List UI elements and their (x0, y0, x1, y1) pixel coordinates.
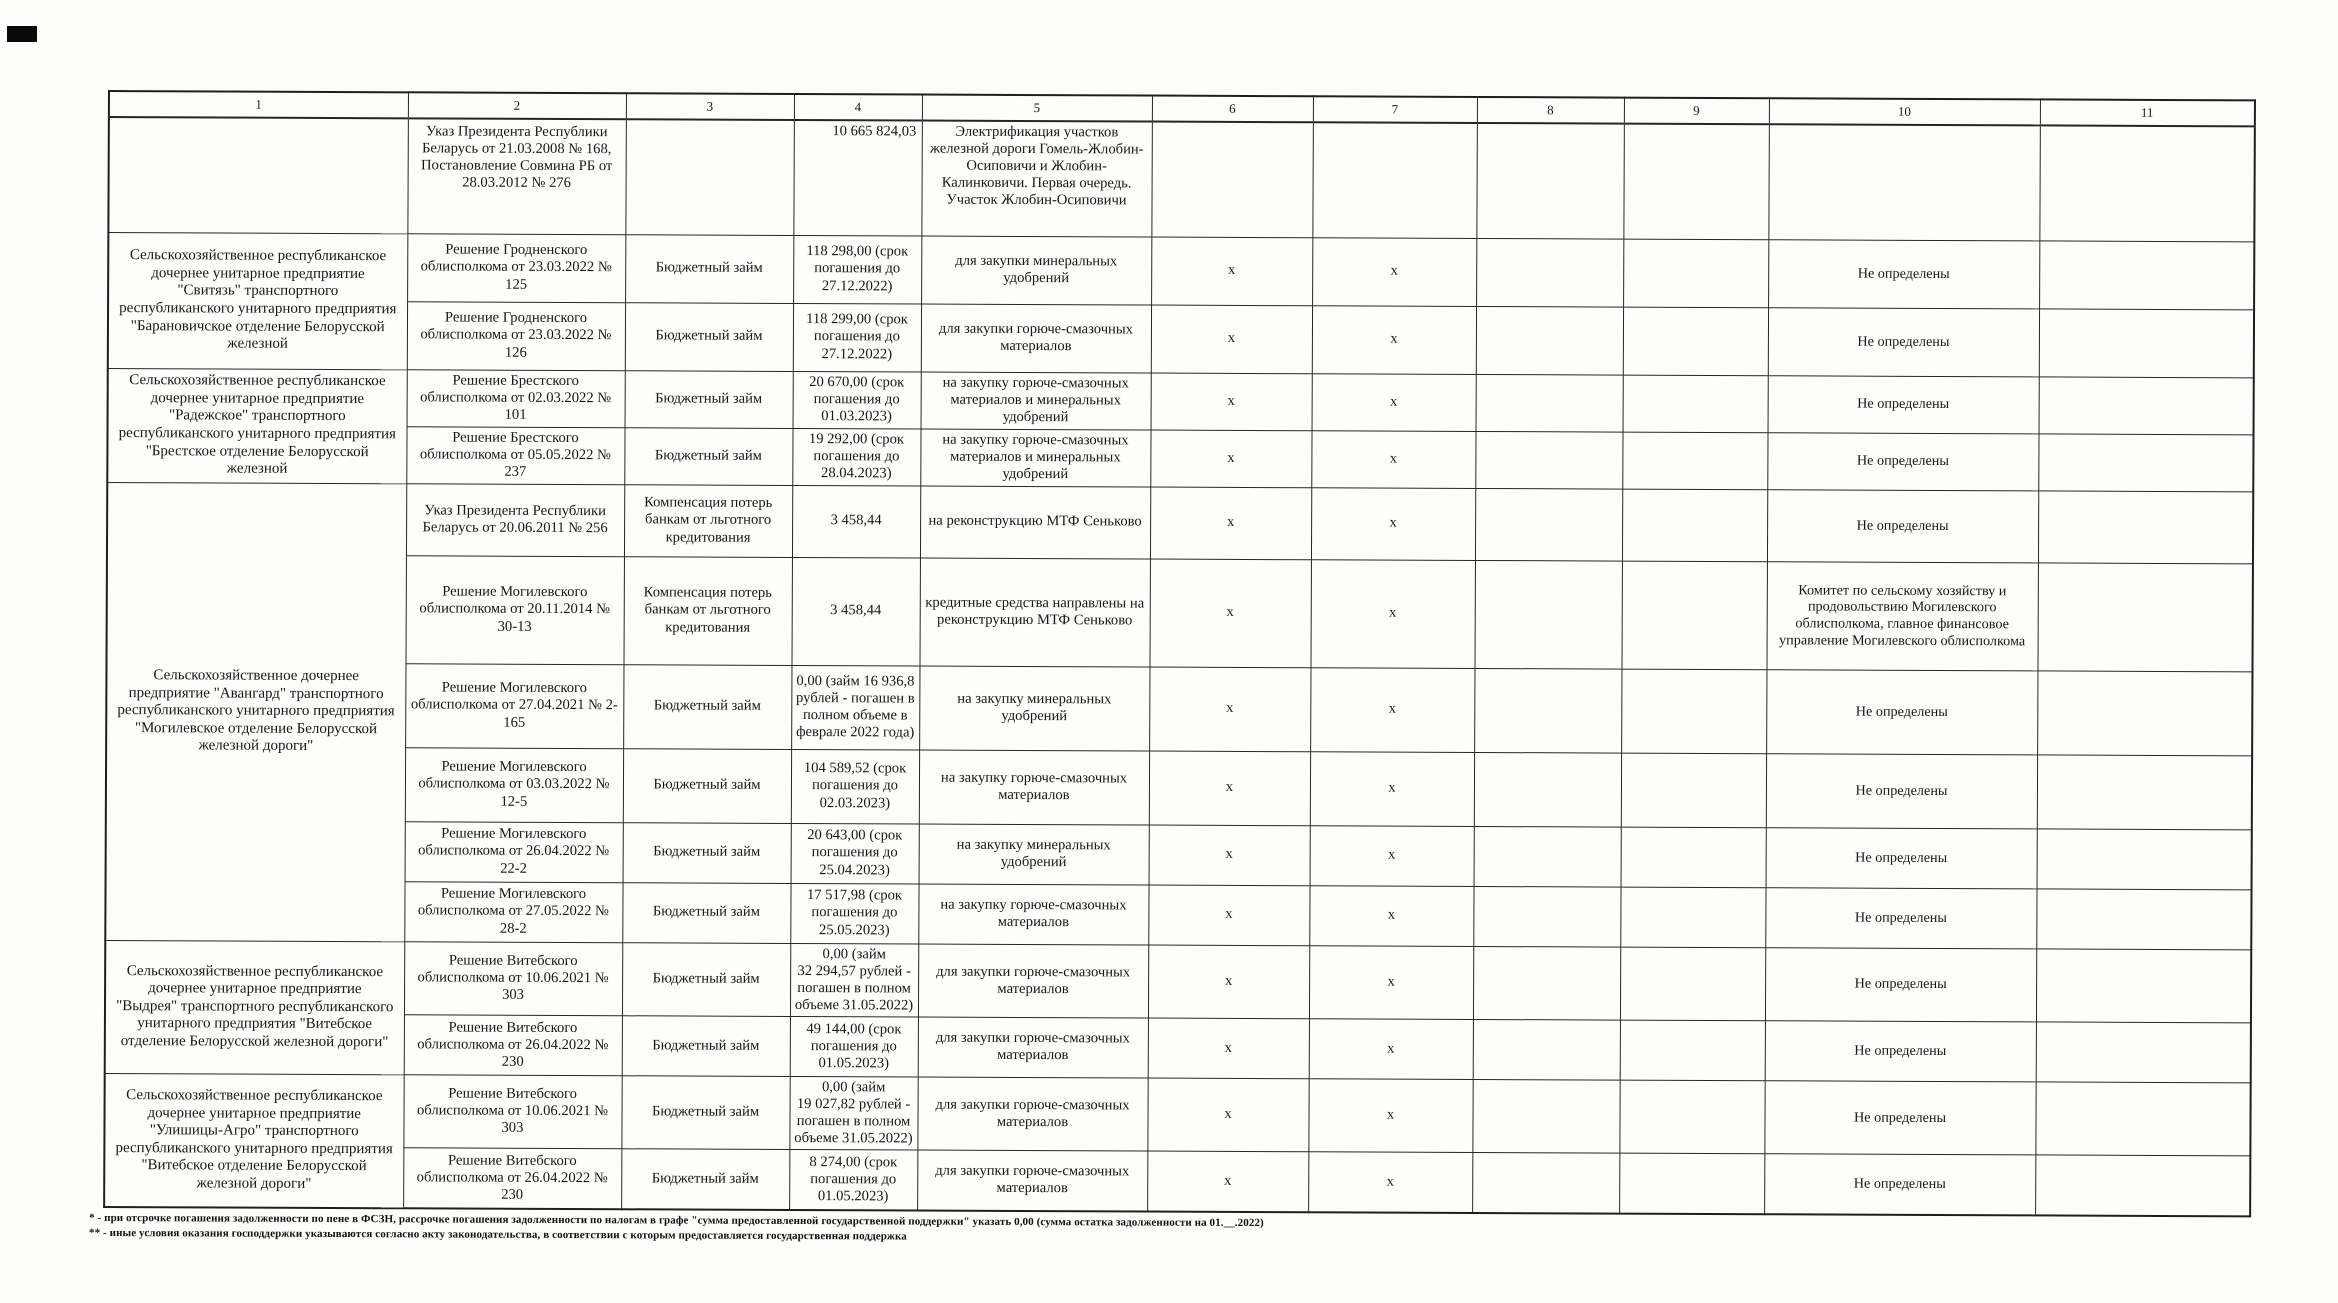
cell-c10: Не определены (1768, 307, 2039, 376)
cell-c10: Не определены (1766, 753, 2037, 828)
column-number: 2 (408, 92, 626, 119)
table-row (107, 554, 2253, 671)
cell-c10: Не определены (1765, 1020, 2036, 1081)
cell-c11 (2039, 240, 2254, 309)
cell-c10: Не определены (1765, 947, 2036, 1021)
state-support-table (103, 90, 2256, 1217)
cell-c10: Не определены (1766, 669, 2037, 754)
column-number: 1 (109, 91, 408, 118)
cell-purpose: на закупку минеральных удобрений (919, 666, 1149, 751)
cell-basis: Решение Могилевского облисполкома от 03.03.2022 № 12-5 (405, 747, 623, 822)
table-row (104, 1073, 2250, 1156)
cell-form: Бюджетный займ (623, 748, 791, 823)
cell-amount: 0,00 (займ 32 294,57 рублей - погашен в полном объеме 31.05.2022) (790, 943, 918, 1017)
cell-c11 (2038, 490, 2253, 563)
cell-c9 (1621, 561, 1766, 670)
cell-c7 (1312, 122, 1477, 238)
cell-c7: х (1311, 487, 1475, 560)
cell-c6: х (1151, 305, 1312, 374)
cell-c9 (1621, 753, 1766, 828)
cell-c6: х (1149, 751, 1310, 826)
cell-amount: 3 458,44 (791, 557, 919, 666)
cell-c6: х (1149, 559, 1310, 668)
cell-c10: Не определены (1767, 432, 2038, 490)
table-row (107, 482, 2253, 563)
cell-c9 (1623, 307, 1768, 376)
cell-c11 (2035, 1082, 2250, 1156)
column-number: 10 (1769, 98, 2040, 125)
table-body (104, 117, 2255, 1216)
cell-c11 (2036, 1022, 2251, 1083)
table-row (105, 1013, 2251, 1082)
cell-form: Компенсация потерь банкам от льготного кредитования (624, 484, 792, 557)
cell-c8 (1472, 1079, 1619, 1153)
cell-basis: Решение Витебского облисполкома от 10.06.2021 № 303 (404, 941, 622, 1015)
cell-c10: Не определены (1767, 489, 2038, 562)
cell-basis: Решение Гродненского облисполкома от 23.03.2022 № 125 (407, 233, 625, 302)
cell-form: Бюджетный займ (623, 822, 791, 883)
cell-c7: х (1308, 1078, 1472, 1152)
cell-c7: х (1310, 825, 1474, 886)
cell-purpose: для закупки горюче-смазочных материалов (917, 1077, 1147, 1151)
cell-c7: х (1311, 430, 1475, 488)
table-row (107, 425, 2253, 491)
cell-c8 (1476, 123, 1624, 239)
scan-content (88, 90, 2254, 1252)
cell-c8 (1475, 488, 1622, 561)
cell-amount: 17 517,98 (срок погашения до 25.05.2023) (790, 883, 918, 944)
cell-c10: Не определены (1768, 375, 2039, 433)
cell-form: Бюджетный займ (623, 664, 791, 749)
cell-c9 (1622, 489, 1767, 562)
cell-c6: х (1148, 885, 1309, 946)
cell-c10: Не определены (1766, 827, 2037, 888)
cell-basis: Указ Президента Республики Беларусь от 20.06.2011 № 256 (406, 483, 624, 556)
cell-purpose: Электрификация участков железной дороги Гомель-Жлобин-Осиповичи и Жлобин-Калинковичи. Первая очередь. Участок Жлобин-Осиповичи (921, 121, 1151, 237)
cell-c8 (1473, 886, 1620, 947)
table-row (106, 820, 2252, 889)
cell-purpose: на закупку горюче-смазочных материалов (919, 750, 1149, 825)
cell-purpose: для закупки горюче-смазочных материалов (918, 944, 1148, 1018)
cell-purpose: для закупки минеральных удобрений (921, 236, 1151, 305)
cell-amount: 104 589,52 (срок погашения до 02.03.2023) (791, 749, 919, 824)
cell-c11 (2035, 1155, 2250, 1216)
cell-basis: Решение Брестского облисполкома от 05.05.2022 № 237 (406, 426, 624, 484)
cell-amount: 49 144,00 (срок погашения до 01.05.2023) (790, 1016, 918, 1077)
cell-c6: х (1151, 237, 1312, 306)
cell-c6: х (1148, 945, 1309, 1019)
cell-form: Компенсация потерь банкам от льготного кредитования (623, 556, 791, 665)
cell-purpose: кредитные средства направлены на реконструкцию МТФ Сеньково (919, 558, 1149, 667)
cell-c6: х (1149, 825, 1310, 886)
enterprise-cell: Сельскохозяйственное республиканское дочернее унитарное предприятие "Радежское" транспортного республиканского унитарного предприятия "Брестское отделение Белорусской железной (107, 368, 406, 483)
cell-c10: Не определены (1764, 1080, 2035, 1154)
cell-form: Бюджетный займ (625, 234, 793, 303)
cell-form: Бюджетный займ (625, 370, 793, 428)
cell-c11 (2039, 125, 2254, 241)
column-number: 4 (794, 94, 922, 121)
cell-c9 (1619, 1080, 1764, 1154)
cell-amount: 10 665 824,03 (793, 120, 922, 236)
cell-c8 (1476, 306, 1623, 375)
cell-purpose: на реконструкцию МТФ Сеньково (920, 486, 1150, 559)
cell-c6: х (1149, 667, 1310, 752)
cell-c9 (1623, 239, 1768, 308)
cell-c8 (1474, 668, 1621, 753)
cell-c8 (1472, 1152, 1619, 1213)
table-row (106, 662, 2252, 755)
table-row (108, 368, 2254, 434)
enterprise-cell (108, 117, 407, 233)
cell-c9 (1622, 432, 1767, 490)
cell-c9 (1621, 827, 1766, 888)
cell-c10: Не определены (1764, 1154, 2035, 1215)
cell-c11 (2036, 948, 2251, 1022)
cell-basis: Решение Брестского облисполкома от 02.03.2022 № 101 (407, 369, 625, 427)
cell-c7: х (1310, 559, 1474, 668)
cell-basis: Решение Могилевского облисполкома от 27.04.2021 № 2-165 (405, 663, 623, 748)
cell-form: Бюджетный займ (625, 302, 793, 371)
column-number: 9 (1624, 98, 1769, 125)
cell-c7: х (1310, 667, 1474, 752)
cell-c10: Не определены (1765, 887, 2036, 948)
cell-amount: 8 274,00 (срок погашения до 01.05.2023) (789, 1149, 917, 1210)
table-row (108, 117, 2254, 241)
table-row (105, 940, 2251, 1023)
cell-basis: Решение Могилевского облисполкома от 20.11.2014 № 30-13 (406, 555, 624, 664)
cell-basis: Решение Могилевского облисполкома от 26.04.2022 № 22-2 (405, 821, 623, 882)
cell-c7: х (1312, 305, 1476, 374)
cell-c9 (1620, 887, 1765, 948)
cell-basis: Решение Витебского облисполкома от 10.06.2021 № 303 (403, 1075, 621, 1149)
cell-c8 (1475, 431, 1622, 489)
cell-form: Бюджетный займ (622, 882, 790, 943)
cell-amount: 118 298,00 (срок погашения до 27.12.2022) (793, 235, 921, 304)
cell-c7: х (1308, 1152, 1472, 1213)
enterprise-cell: Сельскохозяйственное республиканское дочернее унитарное предприятие "Свитязь" транспортного республиканского унитарного предприятия "Барановичское отделение Белорусской железной (108, 232, 408, 369)
cell-form: Бюджетный займ (624, 427, 792, 485)
cell-c8 (1474, 560, 1621, 669)
cell-basis: Решение Могилевского облисполкома от 27.05.2022 № 28-2 (404, 881, 622, 942)
table-row (105, 880, 2251, 949)
cell-purpose: для закупки горюче-смазочных материалов (921, 304, 1151, 373)
cell-amount: 20 670,00 (срок погашения до 01.03.2023) (793, 371, 921, 429)
column-number: 6 (1152, 96, 1313, 123)
cell-c11 (2039, 376, 2254, 434)
cell-purpose: на закупку горюче-смазочных материалов и минеральных удобрений (921, 372, 1151, 430)
cell-purpose: на закупку горюче-смазочных материалов (918, 884, 1148, 945)
cell-purpose: для закупки горюче-смазочных материалов (917, 1150, 1147, 1211)
cell-c7: х (1309, 1018, 1473, 1079)
enterprise-cell: Сельскохозяйственное республиканское дочернее унитарное предприятие "Выдрея" транспортного республиканского унитарного предприятия "Витебское отделение Белорусской железной дороги" (105, 940, 405, 1075)
cell-c7: х (1309, 945, 1473, 1019)
cell-c11 (2037, 754, 2252, 829)
cell-form: Бюджетный займ (622, 942, 790, 1016)
cell-c6: х (1150, 430, 1311, 488)
cell-c6: х (1147, 1151, 1308, 1212)
footnotes (89, 1210, 2249, 1251)
cell-c11 (2037, 828, 2252, 889)
cell-amount: 0,00 (займ 16 936,8 рублей - погашен в полном объеме в феврале 2022 года) (791, 665, 919, 750)
cell-c6 (1151, 122, 1313, 238)
table-row (104, 1146, 2250, 1215)
cell-c8 (1476, 238, 1623, 307)
column-number: 3 (626, 93, 794, 120)
cell-c10: Комитет по сельскому хозяйству и продовольствию Могилевского облисполкома, главное финансовое управление Могилевского облисполкома (1766, 561, 2037, 670)
cell-c10: Не определены (1768, 239, 2039, 308)
cell-c11 (2037, 562, 2252, 671)
column-number: 7 (1313, 96, 1477, 123)
cell-amount: 118 299,00 (срок погашения до 27.12.2022) (793, 303, 921, 372)
enterprise-cell: Сельскохозяйственное дочернее предприятие "Авангард" транспортного республиканского унитарного предприятия "Могилевское отделение Белорусской железной дороги" (105, 482, 406, 941)
cell-c9 (1623, 124, 1769, 240)
cell-c6: х (1148, 1018, 1309, 1079)
cell-c7: х (1309, 885, 1473, 946)
cell-purpose: на закупку горюче-смазочных материалов и минеральных удобрений (920, 429, 1150, 487)
footnote-double-asterisk: ** - иные условия оказания господдержки указываются согласно акту законодательства, в соответствии с которым предоставляется государственная поддержка (88, 1227, 907, 1243)
cell-c11 (2036, 888, 2251, 949)
cell-c6: х (1151, 373, 1312, 431)
column-number: 11 (2040, 99, 2255, 126)
table-row (108, 300, 2254, 377)
cell-amount: 3 458,44 (792, 485, 920, 558)
cell-basis: Решение Витебского облисполкома от 26.04.2022 № 230 (403, 1148, 621, 1209)
cell-form: Бюджетный займ (621, 1076, 789, 1150)
cell-c8 (1473, 1019, 1620, 1080)
cell-purpose: для закупки горюче-смазочных материалов (918, 1017, 1148, 1078)
column-number: 5 (922, 95, 1152, 122)
cell-c7: х (1310, 751, 1474, 826)
cell-c10 (1768, 124, 2039, 240)
table-row (108, 232, 2254, 309)
column-number: 8 (1477, 97, 1624, 124)
cell-c9 (1623, 375, 1768, 433)
cell-amount: 0,00 (займ 19 027,82 рублей - погашен в полном объеме 31.05.2022) (789, 1076, 917, 1150)
cell-c9 (1621, 669, 1766, 754)
cell-c6: х (1150, 487, 1311, 560)
cell-c8 (1474, 752, 1621, 827)
cell-purpose: на закупку минеральных удобрений (919, 824, 1149, 885)
cell-c8 (1476, 374, 1623, 432)
enterprise-cell: Сельскохозяйственное республиканское дочернее унитарное предприятие "Улишицы-Агро" транспортного республиканского унитарного предприятия "Витебское отделение Белорусской железной дороги" (104, 1073, 404, 1208)
cell-c8 (1474, 826, 1621, 887)
cell-c9 (1620, 947, 1765, 1021)
cell-c9 (1620, 1020, 1765, 1081)
cell-basis: Решение Гродненского облисполкома от 23.03.2022 № 126 (407, 301, 625, 370)
cell-c11 (2037, 670, 2252, 755)
cell-basis: Решение Витебского облисполкома от 26.04.2022 № 230 (404, 1015, 622, 1076)
cell-c8 (1473, 946, 1620, 1020)
table-row (106, 746, 2252, 829)
cell-form (625, 119, 794, 235)
cell-basis: Указ Президента Республики Беларусь от 21.03.2008 № 168, Постановление Совмина РБ от 28.03.2012 № 276 (407, 118, 625, 234)
cell-c11 (2039, 308, 2254, 377)
cell-c6: х (1147, 1078, 1308, 1152)
cell-amount: 20 643,00 (срок погашения до 25.04.2023) (791, 823, 919, 884)
cell-c7: х (1312, 237, 1476, 306)
cell-c9 (1619, 1153, 1764, 1214)
scan-artifact-mark (7, 26, 37, 42)
footnote-asterisk: * - при отсрочке погашения задолженности по пене в ФСЗН, рассрочке погашения задолженности по налогам в графе "сумма предоставленной государственной поддержки" указать 0,00 (сумма остатка задолженности на 01.__.2022) (89, 1211, 1264, 1229)
cell-form: Бюджетный займ (622, 1016, 790, 1077)
cell-amount: 19 292,00 (срок погашения до 28.04.2023) (792, 428, 920, 486)
cell-c7: х (1312, 373, 1476, 431)
cell-form: Бюджетный займ (621, 1149, 789, 1210)
cell-c11 (2038, 433, 2253, 491)
